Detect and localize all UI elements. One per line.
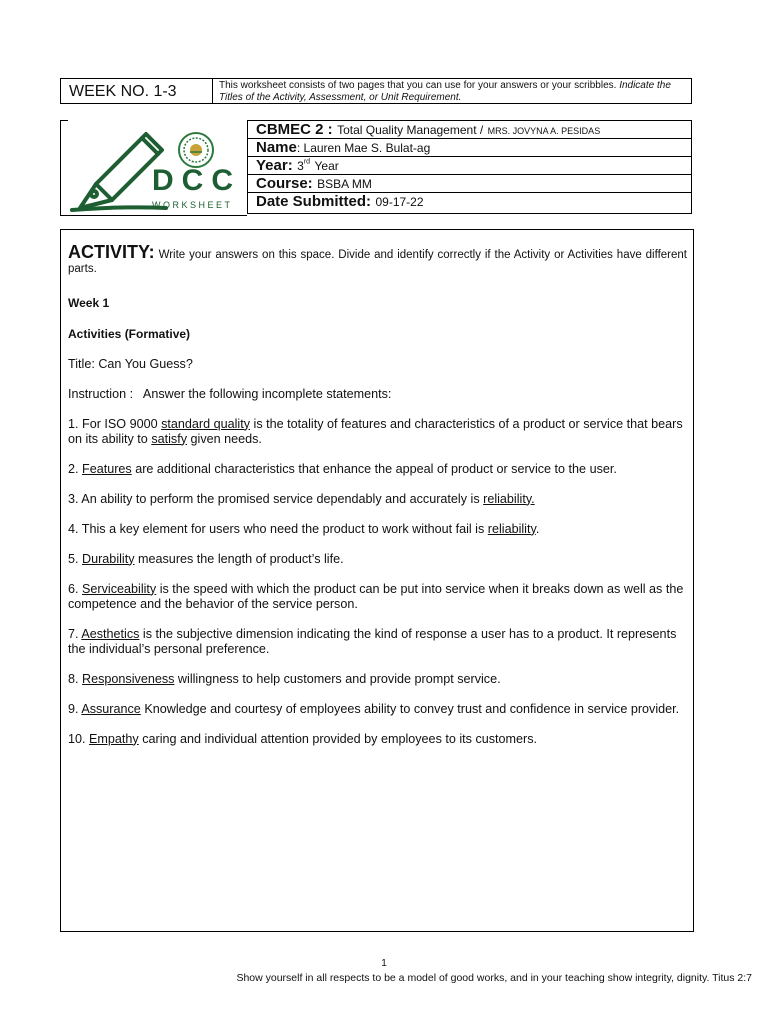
item-text: 4. This a key element for users who need the product to work without fail is	[68, 521, 488, 536]
item-text: 10.	[68, 731, 90, 746]
item-text: 1. For ISO 9000	[68, 416, 162, 431]
header-frame-line	[60, 215, 247, 216]
item-answer: Durability	[82, 551, 135, 566]
name-label: Name	[256, 139, 297, 156]
item-text: willingness to help customers and provide prompt service.	[174, 671, 501, 686]
item-text: measures the length of product’s life.	[134, 551, 344, 566]
list-item	[68, 582, 687, 612]
list-item	[68, 417, 687, 447]
year-number: 3	[297, 159, 304, 173]
item-text: 6.	[68, 581, 83, 596]
item-text: is the speed with which the product can be put into service when it breaks down as well as the competence and the behavior of the service person.	[68, 581, 684, 611]
activity-title: ACTIVITY:	[68, 241, 155, 262]
instruction-text: Answer the following incomplete statements:	[142, 386, 392, 401]
item-answer: reliability.	[483, 491, 535, 506]
item-answer: Features	[82, 461, 132, 476]
item-answer: satisfy	[151, 431, 188, 446]
item-answer: reliability	[487, 521, 536, 536]
item-text: caring and individual attention provided by employees to its customers.	[138, 731, 538, 746]
instruction-label: Instruction :	[68, 386, 134, 401]
item-answer: Empathy	[89, 731, 139, 746]
info-row-course-code	[248, 121, 691, 139]
course-label: Course:	[256, 175, 313, 192]
item-answer: Responsiveness	[82, 671, 175, 686]
year-label: Year:	[256, 157, 293, 174]
year-suffix: rd	[303, 158, 311, 166]
dcc-worksheet-logo	[66, 122, 244, 214]
week-label: WEEK NO. 1-3	[61, 79, 213, 103]
info-row-date	[248, 193, 691, 213]
item-text: 3. An ability to perform the promised service dependably and accurately is	[68, 491, 484, 506]
list-item	[68, 627, 687, 657]
logo-letters: DCC	[152, 164, 241, 197]
list-item	[68, 492, 687, 507]
list-item	[68, 522, 687, 537]
activity-title-line: Title: Can You Guess?	[68, 356, 193, 371]
name-value: : Lauren Mae S. Bulat-ag	[296, 141, 431, 155]
week-header-box	[60, 78, 692, 104]
info-row-year	[248, 157, 691, 175]
item-text: given needs.	[187, 431, 262, 446]
year-word: Year	[314, 159, 339, 173]
item-text: are additional characteristics that enhance the appeal of product or service to the user.	[131, 461, 617, 476]
section-heading: Activities (Formative)	[68, 326, 191, 341]
worksheet-note	[213, 79, 691, 103]
instruction-line	[68, 387, 687, 402]
header-frame-line	[60, 120, 61, 216]
item-text: 8.	[68, 671, 83, 686]
info-row-course	[248, 175, 691, 193]
worksheet-note-instruction: Indicate the Titles of the Activity, Assessment, or Unit Requirement.	[219, 80, 671, 103]
item-answer: standard quality	[161, 416, 251, 431]
list-item	[68, 702, 687, 717]
list-item	[68, 552, 687, 567]
date-value: 09-17-22	[375, 195, 424, 209]
item-text: is the subjective dimension indicating the kind of response a user has to a product. It represents the individual’s personal preference.	[68, 626, 677, 656]
activity-answer-box	[60, 229, 694, 932]
course-value: BSBA MM	[317, 177, 372, 191]
list-item	[68, 672, 687, 687]
activity-heading	[68, 241, 687, 276]
list-item	[68, 732, 687, 747]
page-number: 1	[381, 958, 387, 969]
activity-instruction: Write your answers on this space. Divide and identify correctly if the Activity or Activities have different parts.	[68, 248, 687, 275]
worksheet-note-text: This worksheet consists of two pages that you can use for your answers or your scribbles.	[219, 80, 617, 91]
item-text: 5.	[68, 551, 83, 566]
item-text: 7.	[68, 626, 82, 641]
item-text: 2.	[68, 461, 83, 476]
info-row-name	[248, 139, 691, 157]
course-code-label: CBMEC 2 :	[256, 121, 333, 138]
logo-caption: WORKSHEET	[152, 200, 233, 210]
item-text: .	[535, 521, 540, 536]
footer-verse: Show yourself in all respects to be a model of good works, and in your teaching show integrity, dignity. Titus 2:7	[236, 972, 752, 984]
list-item	[68, 462, 687, 477]
week-heading: Week 1	[68, 295, 110, 310]
student-info-table	[247, 120, 692, 214]
item-text: is the totality of features and characteristics of a product or service that bears on its ability to	[68, 416, 683, 446]
item-answer: Serviceability	[82, 581, 157, 596]
course-title: Total Quality Management /	[337, 123, 484, 137]
date-label: Date Submitted:	[256, 193, 372, 210]
item-text: 9.	[68, 701, 82, 716]
item-answer: Aesthetics	[81, 626, 140, 641]
item-text: Knowledge and courtesy of employees ability to convey trust and confidence in service provider.	[140, 701, 680, 716]
instructor-name: MRS. JOVYNA A. PESIDAS	[487, 126, 601, 136]
header-frame-line	[60, 120, 68, 121]
school-seal-icon	[179, 133, 213, 167]
item-answer: Assurance	[81, 701, 141, 716]
